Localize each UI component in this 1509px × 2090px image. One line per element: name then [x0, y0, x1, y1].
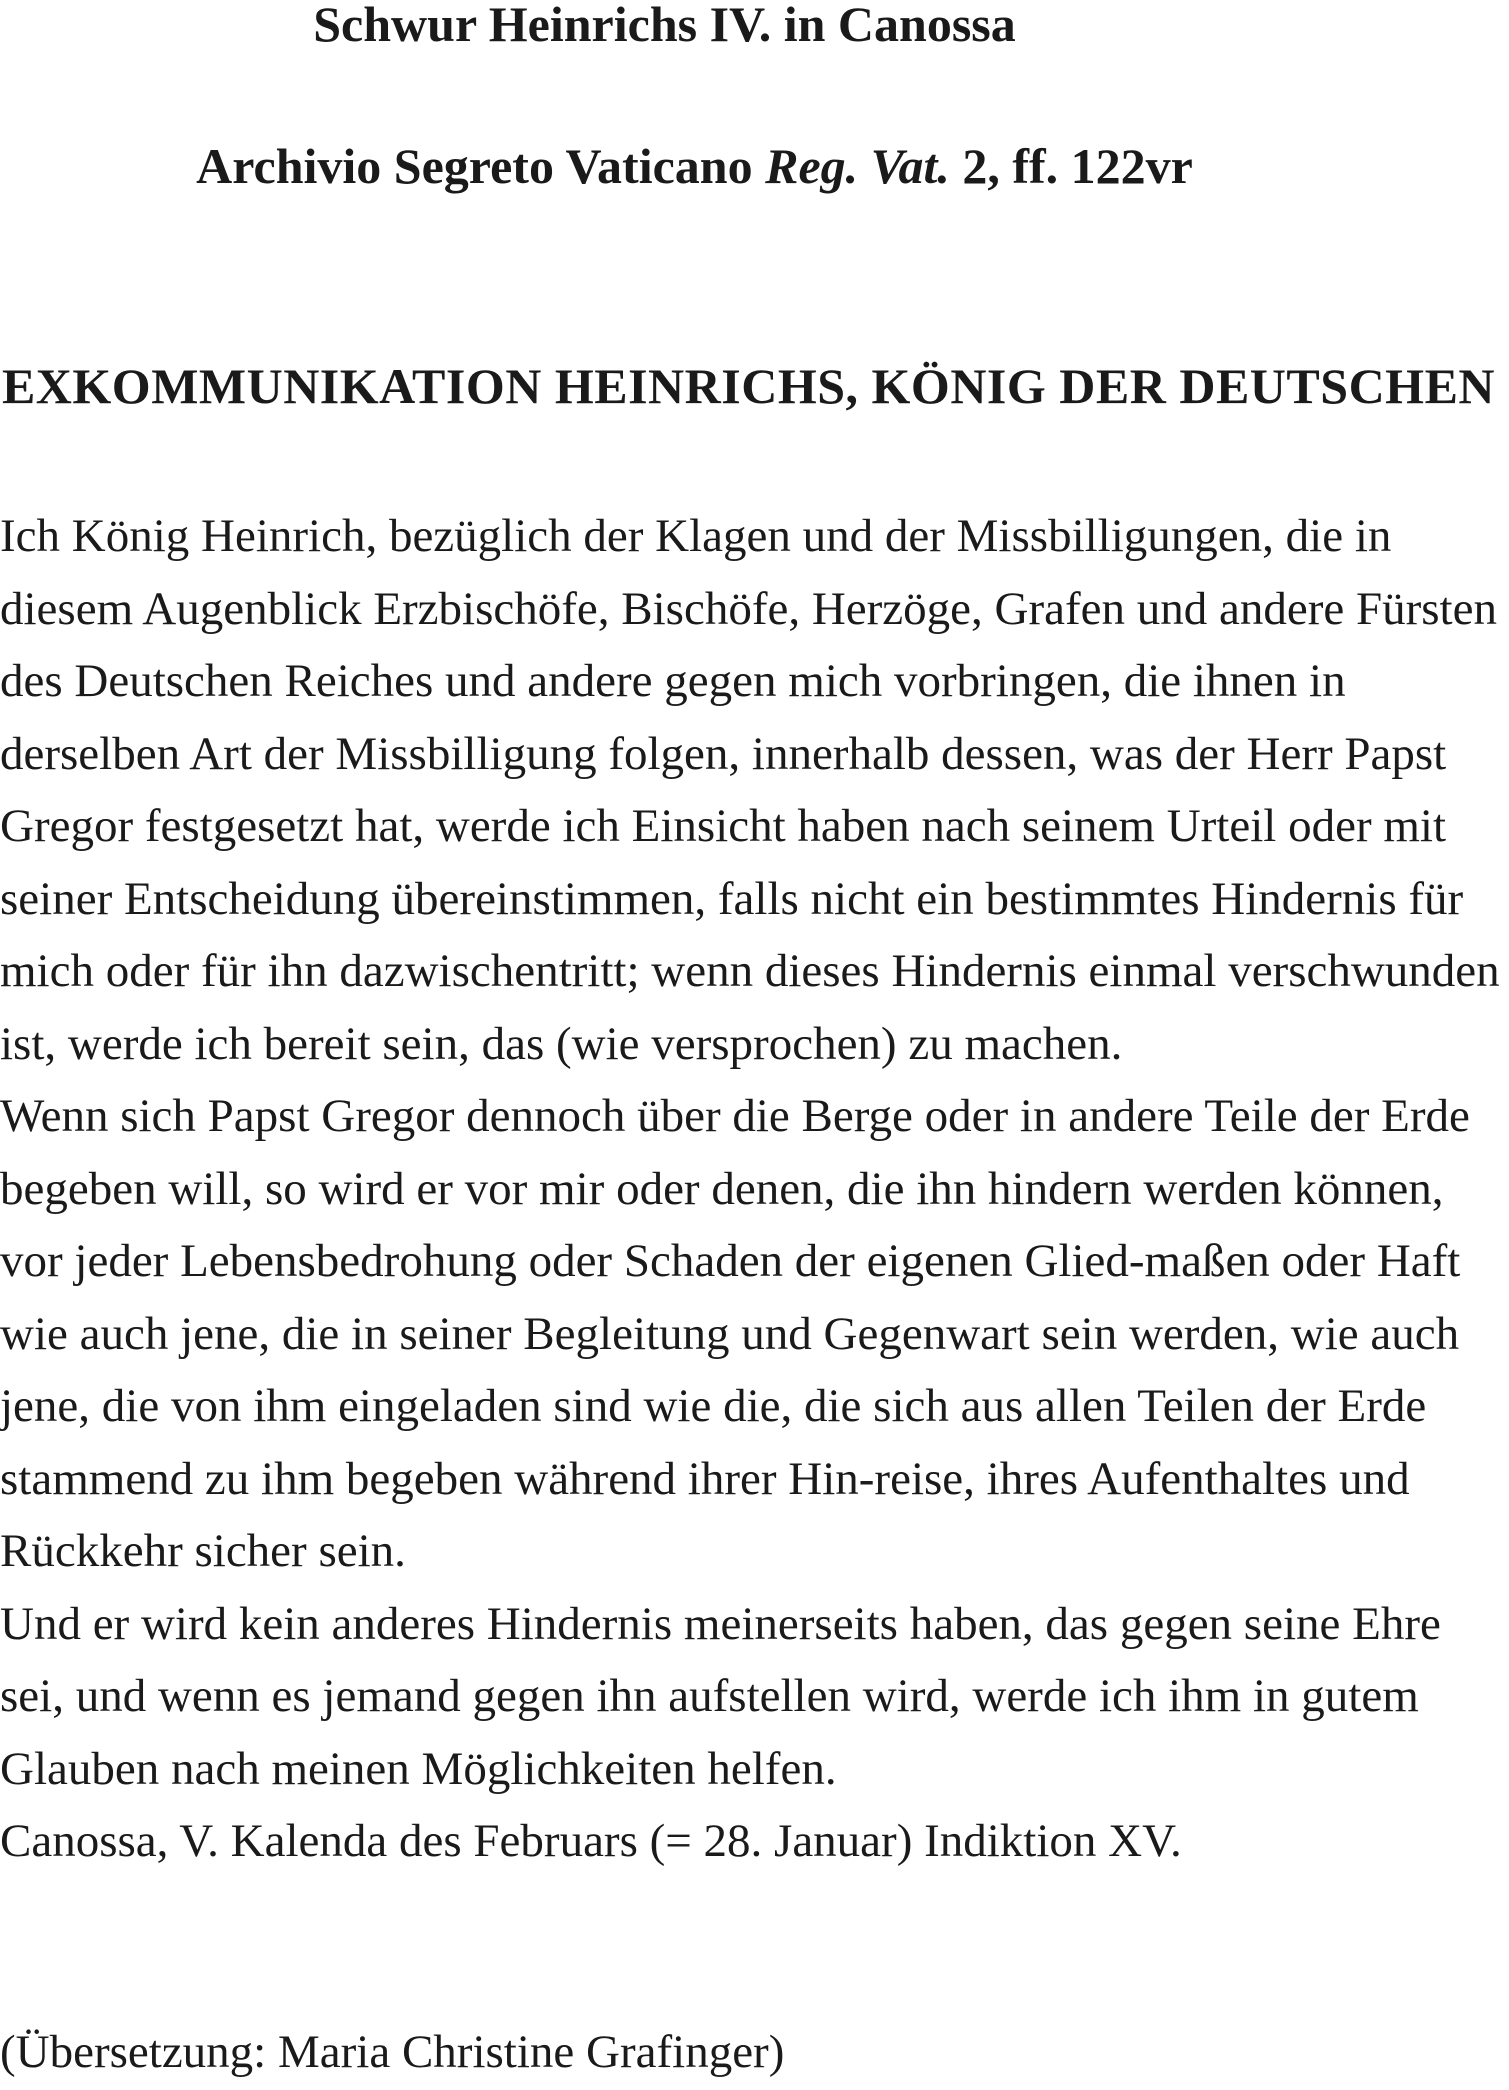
paragraph-1: Ich König Heinrich, bezüglich der Klagen und der Missbilligungen, die in diesem Augenblick Erzbischöfe, Bischöfe, Herzöge, Grafen und andere Fürsten des Deutschen Reiches und andere gegen mich vorbringen, die ihnen in derselben Art der Missbilligung folgen, innerhalb dessen, was der Herr Papst Gregor festgesetzt hat, werde ich Einsicht haben nach seinem Urteil oder mit seiner Entscheidung übereinstimmen, falls nicht ein bestimmtes Hindernis für mich oder für ihn dazwischentritt; wenn dieses Hindernis einmal verschwunden ist, werde ich bereit sein, das (wie versprochen) zu machen. — [0, 510, 1500, 1070]
archive-reference-prefix: Archivio Segreto Vaticano — [196, 138, 766, 194]
paragraph-3: Und er wird kein anderes Hindernis meinerseits haben, das gegen seine Ehre sei, und wenn es jemand gegen ihn aufstellen wird, werde ich ihm in gutem Glauben nach meinen Möglichkeiten helfen. — [0, 1597, 1441, 1795]
archive-reference — [0, 136, 1449, 196]
archive-reference-italic: Reg. Vat. — [765, 138, 950, 194]
paragraph-dateline: Canossa, V. Kalenda des Februars (= 28. Januar) Indiktion XV. — [0, 1815, 1182, 1867]
oath-text — [0, 500, 1509, 1878]
section-heading — [0, 356, 1509, 416]
archive-reference-suffix: 2, ff. 122vr — [949, 138, 1193, 194]
section-heading-text: EXKOMMUNIKATION HEINRICHS, KÖNIG DER DEUTSCHEN — [1, 358, 1496, 414]
paragraph-2: Wenn sich Papst Gregor dennoch über die Berge oder in andere Teile der Erde begeben will, so wird er vor mir oder denen, die ihn hindern werden können, vor jeder Lebensbedrohung oder Schaden der eigenen Glied-maßen oder Haft wie auch jene, die in seiner Begleitung und Gegenwart sein werden, wie auch jene, die von ihm eingeladen sind wie die, die sich aus allen Teilen der Erde stammend zu ihm begeben während ihrer Hin-reise, ihres Aufenthaltes und Rückkehr sicher sein. — [0, 1090, 1470, 1577]
document-title: Schwur Heinrichs IV. in Canossa — [313, 0, 1016, 52]
translation-credit: (Übersetzung: Maria Christine Grafinger) — [0, 2026, 785, 2078]
